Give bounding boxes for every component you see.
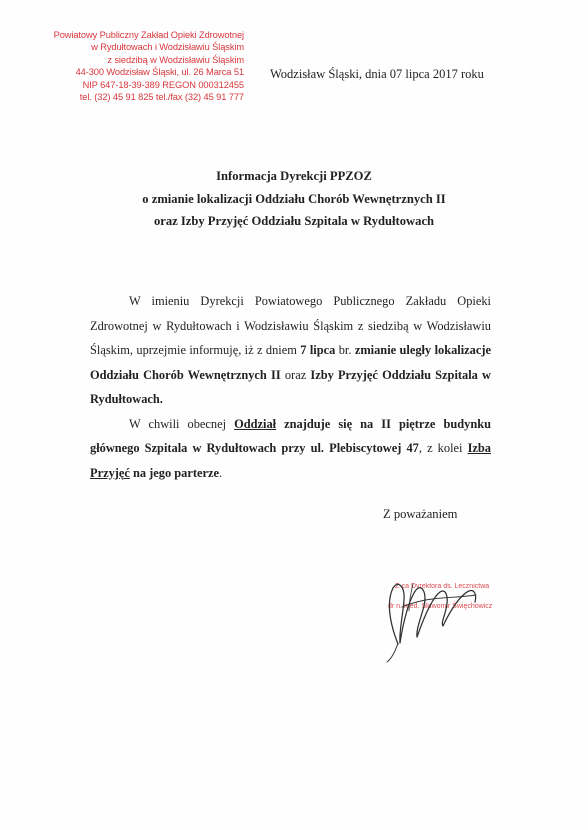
p1-text-2: br. bbox=[335, 343, 355, 357]
p1-bold-date: 7 lipca bbox=[300, 343, 336, 357]
date-line: Wodzisław Śląski, dnia 07 lipca 2017 roku bbox=[270, 67, 484, 81]
institution-line: tel. (32) 45 91 825 tel./fax (32) 45 91 777 bbox=[79, 92, 244, 103]
handwritten-signature bbox=[360, 568, 560, 668]
signature-stamp-name: dr n. med. Sławomir Święchowicz bbox=[388, 603, 493, 610]
p1-bold-change: zmianie uległy lokalizacje Oddziału Chorób Wewnętrznych II bbox=[90, 343, 492, 382]
institution-line: NIP 647-18-39-389 REGON 000312455 bbox=[82, 79, 244, 90]
p2-text-3: . bbox=[219, 465, 223, 480]
letter-body bbox=[90, 289, 491, 485]
document-title bbox=[0, 165, 588, 233]
title-line-3: oraz Izby Przyjęć Oddziału Szpitala w Rydułtowach bbox=[153, 214, 435, 228]
p2-underlined-admission: Izba Przyjęć bbox=[90, 441, 491, 480]
institution-line: w Rydułtowach i Wodzisławiu Śląskim bbox=[91, 42, 244, 53]
institution-line: 44-300 Wodzisław Śląski, ul. 26 Marca 51 bbox=[75, 67, 244, 78]
p1-text-1: W imieniu Dyrekcji Powiatowego Publicznego Zakładu Opieki Zdrowotnej w Rydułtowach i Wodzisławiu Śląskim z siedzibą w Wodzisławiu Śląskim, uprzejmie informuję, iż z dniem bbox=[90, 294, 491, 357]
p2-bold-location: znajduje się na II piętrze budynku głównego Szpitala w Rydułtowach przy ul. Plebiscytowej 47 bbox=[90, 416, 491, 455]
p1-text-3: oraz bbox=[280, 367, 311, 382]
p1-bold-admission: Izby Przyjęć Oddziału Szpitala w Rydułtowach. bbox=[90, 367, 491, 406]
title-line-1: Informacja Dyrekcji PPZOZ bbox=[216, 169, 372, 183]
p2-underlined-ward: Oddział bbox=[234, 416, 277, 431]
title-line-2: o zmianie lokalizacji Oddziału Chorób Wewnętrznych II bbox=[142, 191, 446, 206]
p2-text-2: , z kolei bbox=[418, 441, 468, 455]
closing-greeting: Z poważaniem bbox=[383, 507, 458, 521]
institution-stamp bbox=[24, 29, 244, 103]
paragraph-2 bbox=[90, 412, 491, 486]
institution-line: Powiatowy Publiczny Zakład Opieki Zdrowotnej bbox=[53, 30, 244, 40]
paragraph-1 bbox=[90, 289, 491, 412]
p2-bold-ground: na jego parterze bbox=[129, 465, 219, 480]
signature-area bbox=[360, 568, 560, 668]
institution-line: z siedzibą w Wodzisławiu Śląskim bbox=[107, 54, 244, 65]
signature-stamp-title: Z-ca Dyrektora ds. Lecznictwa bbox=[395, 583, 490, 590]
p2-text-1: W chwili obecnej bbox=[129, 416, 235, 431]
